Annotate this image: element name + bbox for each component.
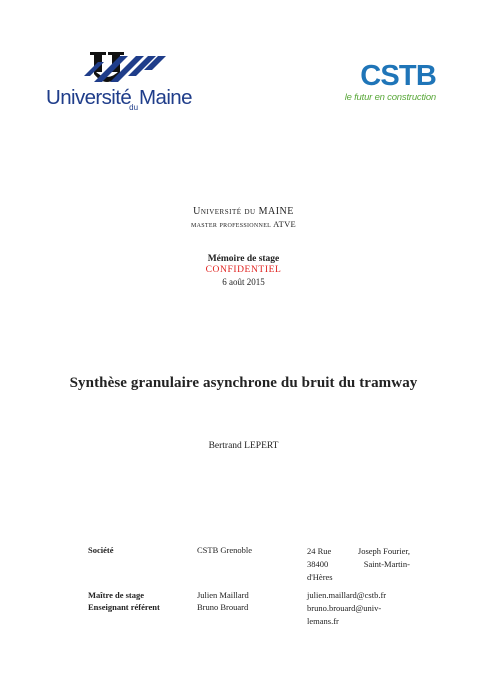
address-line	[307, 545, 410, 558]
maitre-email: julien.maillard@cstb.fr	[307, 590, 387, 600]
maitre-name: Julien Maillard	[197, 590, 249, 600]
cstb-tagline: le futur en construction	[344, 92, 436, 103]
logo-word-maine: Maine	[139, 86, 192, 109]
address-part: 38400	[307, 559, 329, 569]
memoir-date: 6 août 2015	[222, 277, 265, 287]
email-line: lemans.fr	[307, 616, 339, 626]
program-name: master professionnel ATVE	[190, 219, 296, 229]
societe-label: Société	[88, 545, 114, 555]
enseignant-name: Bruno Brouard	[197, 602, 249, 612]
confidential-label: CONFIDENTIEL	[205, 265, 282, 275]
address-line	[307, 558, 410, 571]
enseignant-label: Enseignant référent	[88, 602, 160, 612]
author-name: Bertrand LEPERT	[208, 441, 279, 451]
societe-org: CSTB Grenoble	[197, 545, 253, 555]
universite-du-maine-logo	[46, 50, 192, 114]
address-part: 24 Rue	[307, 546, 332, 556]
enseignant-email	[307, 602, 381, 628]
email-line: bruno.brouard@univ-	[307, 603, 382, 613]
logo-word-du: du	[129, 103, 139, 112]
cstb-wordmark: CSTB	[360, 60, 436, 92]
address-line: d'Hères	[307, 572, 333, 582]
societe-address	[307, 545, 410, 584]
memoir-type: Mémoire de stage	[207, 254, 280, 264]
address-part: Saint-Martin-	[363, 559, 410, 569]
universite-du-maine-emblem-icon	[84, 50, 174, 86]
maitre-label: Maître de stage	[88, 590, 145, 600]
university-name: Université du MAINE	[193, 206, 294, 217]
universite-du-maine-wordmark	[46, 86, 192, 110]
logo-word-universite: Université	[46, 86, 132, 109]
document-title: Synthèse granulaire asynchrone du bruit du tramway	[69, 375, 418, 391]
address-part: Joseph Fourier,	[357, 546, 410, 556]
cstb-logo	[330, 60, 440, 106]
